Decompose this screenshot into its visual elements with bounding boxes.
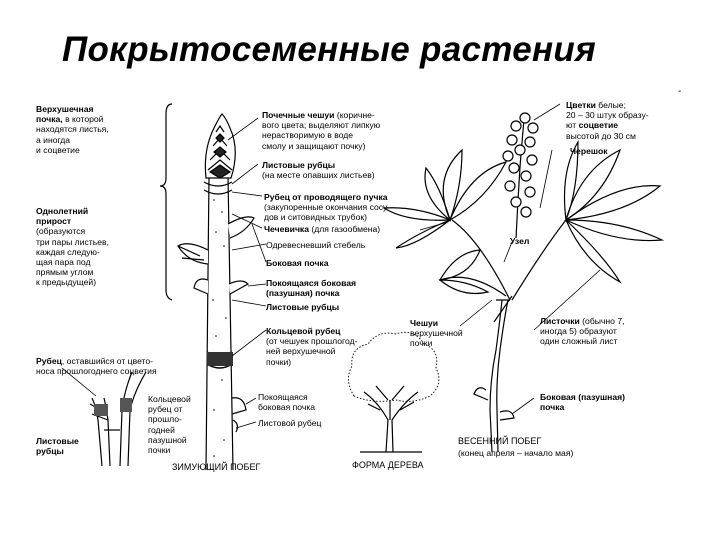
label-node: Узел	[510, 236, 530, 246]
label-leaf-scars-bottom: Листовые рубцы	[36, 436, 79, 457]
label-bundle-scar: Рубец от проводящего пучка (закупоренные окончания сосу- дов и ситовидных трубок)	[264, 192, 391, 223]
label-leaflets: Листочки (обычно 7, иногда 5) образуют один сложный лист	[540, 316, 625, 347]
label-flowers: Цветки белые; 20 – 30 штук образу- ют соцветие высотой до 30 см	[566, 100, 649, 141]
label-bud-scales: Почечные чешуи (коричне- вого цвета; выделяют липкую нерастворимую в воде смолу и защищают почку)	[262, 110, 381, 151]
corner-mark: -	[678, 86, 682, 97]
label-woody-stem: Одревесневший стебель	[266, 240, 366, 250]
label-leaf-scars-2: Листовые рубцы	[266, 302, 340, 312]
label-ring-scar-small: Кольцевой рубец от прошло- годней пазушной почки	[148, 394, 191, 456]
label-dormant-small: Покоящаяся боковая почка	[258, 392, 316, 413]
label-lateral-bud: Боковая почка	[266, 258, 329, 268]
label-dormant-bud: Покоящаяся боковая (пазушная) почка	[266, 278, 357, 299]
caption-tree-form: ФОРМА ДЕРЕВА	[352, 460, 424, 470]
label-axillary-bud: Боковая (пазушная) почка	[540, 392, 625, 413]
growth-brace	[160, 104, 172, 300]
label-flower-scar: Рубец, оставшийся от цвето- носа прошлогоднего соцветия	[36, 356, 157, 377]
tree-form	[348, 332, 438, 452]
label-apical-scales: Чешуи верхушечной почки	[410, 318, 463, 349]
caption-spring-shoot: ВЕСЕННИЙ ПОБЕГ	[458, 436, 542, 446]
label-leaf-scar-small: Листовой рубец	[258, 418, 322, 428]
caption-spring-dates: (конец апреля – начало мая)	[458, 448, 574, 458]
page-title: Покрытосеменные растения	[62, 30, 597, 69]
lateral-bud	[228, 217, 254, 238]
label-ring-scar: Кольцевой рубец (от чешуек прошлогод- ней верхушечной почки)	[266, 326, 358, 367]
label-lenticel: Чечевичка (для газообмена)	[264, 224, 381, 234]
label-leaf-scars: Листовые рубцы (на месте опавших листьев)	[262, 160, 375, 181]
label-top-bud: Верхушечная почка, в которой находятся листья, а иногда и соцветие	[36, 104, 109, 155]
caption-winter-shoot: ЗИМУЮЩИЙ ПОБЕГ	[172, 462, 261, 472]
label-annual-growth: Однолетний прирост (образуются три пары листьев, каждая следую- щая пара под прямым углом к предыдущей)	[36, 206, 109, 288]
label-petiole: Черешок	[570, 146, 608, 156]
